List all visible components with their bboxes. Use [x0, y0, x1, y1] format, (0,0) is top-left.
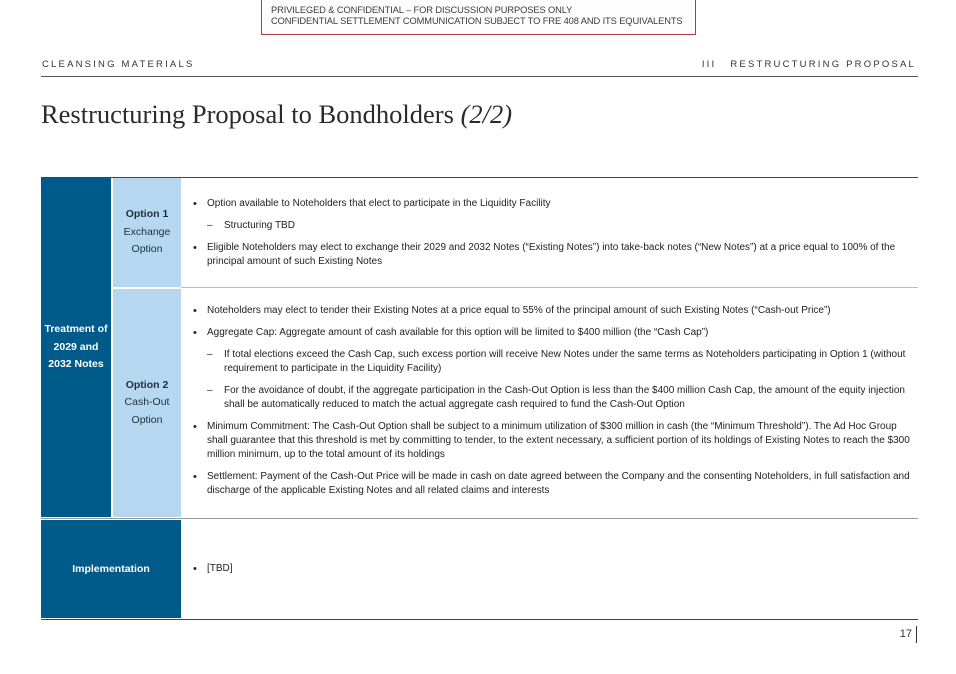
option-1-title: Option 1	[125, 208, 169, 221]
list-item: – Structuring TBD	[190, 219, 910, 233]
header-divider	[41, 76, 918, 77]
header-section	[702, 59, 916, 70]
list-item: – If total elections exceed the Cash Cap, such excess portion will receive New Notes under the same terms as Noteholders participating in Option 1 (without requirement to participate in the Liquidity Facility)	[190, 348, 910, 376]
list-item: • [TBD]	[190, 562, 910, 576]
page-title	[41, 99, 512, 130]
page-title-main: Restructuring Proposal to Bondholders	[41, 99, 454, 129]
list-item: • Noteholders may elect to tender their Existing Notes at a price equal to 55% of the principal amount of such Existing Notes (“Cash-out Price”)	[190, 304, 910, 318]
page-number: 17	[899, 628, 912, 640]
list-item: • Minimum Commitment: The Cash-Out Option shall be subject to a minimum utilization of $300 million in cash (the “Minimum Threshold”). The Ad Hoc Group shall guarantee that this threshold is met by committing to tender, to the extent necessary, a sufficient portion of its holdings of Existing Notes to reach the $300 million minimum, up to the total amount of its holdings	[190, 420, 910, 462]
confidentiality-line-1: PRIVILEGED & CONFIDENTIAL – FOR DISCUSSION PURPOSES ONLY	[271, 5, 573, 15]
list-item: • Eligible Noteholders may elect to exchange their 2029 and 2032 Notes (“Existing Notes”) into take-back notes (“New Notes”) at a price equal to 100% of the principal amount of such Existing Notes	[190, 241, 910, 269]
implementation-label: Implementation	[41, 520, 181, 618]
option-2-line2: Cash-Out	[124, 396, 170, 409]
option-1-label	[113, 178, 181, 287]
option-1-line3: Option	[131, 243, 163, 256]
option-2-line3: Option	[131, 413, 163, 426]
option-1-content	[190, 197, 910, 277]
page-title-suffix: (2/2)	[460, 99, 513, 129]
list-item: • Settlement: Payment of the Cash-Out Price will be made in cash on date agreed between the Company and the consenting Noteholders, in full satisfaction and discharge of the applicable Existing Notes and all related claims and interests	[190, 470, 910, 498]
list-item: – For the avoidance of doubt, if the aggregate participation in the Cash-Out Option is less than the $400 million Cash Cap, the amount of the equity injection shall be automatically reduced to match the actual aggregate cash required to fund the Cash-Out Option	[190, 384, 910, 412]
option-2-content	[190, 304, 910, 506]
option-1-line2: Exchange	[123, 225, 171, 238]
list-item: • Aggregate Cap: Aggregate amount of cash available for this option will be limited to $400 million (the “Cash Cap”)	[190, 326, 910, 340]
confidentiality-banner	[261, 0, 696, 35]
row-divider	[41, 518, 918, 519]
row-divider	[181, 287, 918, 288]
page-number-bar	[916, 626, 917, 643]
option-2-label	[113, 289, 181, 517]
list-item: • Option available to Noteholders that elect to participate in the Liquidity Facility	[190, 197, 910, 211]
confidentiality-line-2: CONFIDENTIAL SETTLEMENT COMMUNICATION SUBJECT TO FRE 408 AND ITS EQUIVALENTS	[271, 16, 683, 26]
implementation-content	[190, 562, 910, 584]
table-bottom-divider	[41, 619, 918, 620]
section-number: III	[701, 59, 717, 70]
header-left-label: CLEANSING MATERIALS	[42, 59, 195, 70]
treatment-label: Treatment of 2029 and 2032 Notes	[41, 178, 111, 517]
section-title: RESTRUCTURING PROPOSAL	[730, 59, 916, 70]
option-2-title: Option 2	[125, 378, 169, 391]
